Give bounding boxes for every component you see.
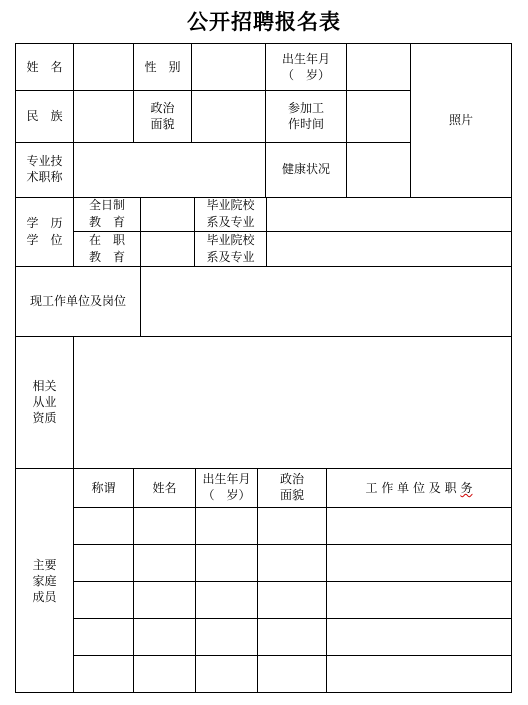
label-family-3: 成员 xyxy=(32,590,57,604)
family-header-work-last: 务 xyxy=(460,481,473,495)
label-school-1a: 毕业院校 xyxy=(206,198,255,212)
work-start-field[interactable] xyxy=(347,91,410,142)
label-age: （ 岁） xyxy=(281,68,330,82)
name-field[interactable] xyxy=(74,44,133,90)
label-pro-title-2: 术职称 xyxy=(26,170,63,184)
photo-box[interactable] xyxy=(411,44,511,197)
family-header-political-2: 面貌 xyxy=(279,488,304,502)
family-row[interactable] xyxy=(74,619,511,655)
family-header-relation: 称谓 xyxy=(91,481,116,495)
label-gender: 性 别 xyxy=(144,60,181,74)
family-row[interactable] xyxy=(74,656,511,692)
label-current-job: 现工作单位及岗位 xyxy=(29,294,126,308)
label-qual-3: 资质 xyxy=(32,411,57,425)
label-school-2b: 系及专业 xyxy=(206,250,255,264)
current-job-field[interactable] xyxy=(141,267,511,336)
label-fulltime-1: 全日制 xyxy=(88,198,125,212)
fulltime-school-field[interactable] xyxy=(267,198,511,231)
label-inservice-2: 教 育 xyxy=(88,250,125,264)
family-header-political-1: 政治 xyxy=(279,472,304,486)
label-political-2: 面貌 xyxy=(150,117,175,131)
birth-field[interactable] xyxy=(347,44,410,90)
pro-title-field[interactable] xyxy=(74,143,265,197)
label-edu-2: 学 位 xyxy=(26,233,63,247)
family-header-work xyxy=(327,480,511,496)
label-ethnicity: 民 族 xyxy=(26,109,63,123)
qualifications-field[interactable] xyxy=(74,337,511,468)
family-header-name: 姓名 xyxy=(152,481,177,495)
label-name: 姓 名 xyxy=(26,60,63,74)
label-qual-2: 从业 xyxy=(32,395,57,409)
family-row[interactable] xyxy=(74,508,511,544)
label-school-1b: 毕业院校 xyxy=(206,233,255,247)
label-fulltime-2: 教 育 xyxy=(88,215,125,229)
photo-label: 照片 xyxy=(448,113,473,127)
label-inservice-1: 在 职 xyxy=(88,233,125,247)
gender-field[interactable] xyxy=(192,44,265,90)
family-row[interactable] xyxy=(74,582,511,618)
political-field[interactable] xyxy=(192,91,265,142)
form-title: 公开招聘报名表 xyxy=(187,9,341,34)
ethnicity-field[interactable] xyxy=(74,91,133,142)
fulltime-degree-field[interactable] xyxy=(141,198,194,231)
label-pro-title-1: 专业技 xyxy=(26,154,63,168)
label-political-1: 政治 xyxy=(150,101,175,115)
family-header-work-main: 工 作 单 位 及 职 xyxy=(365,481,461,495)
inservice-school-field[interactable] xyxy=(267,232,511,266)
label-health: 健康状况 xyxy=(281,162,330,176)
family-header-birth: 出生年月 xyxy=(202,472,251,486)
label-birth: 出生年月 xyxy=(281,52,330,66)
inservice-degree-field[interactable] xyxy=(141,232,194,266)
label-school-2a: 系及专业 xyxy=(206,215,255,229)
label-family-2: 家庭 xyxy=(32,574,57,588)
label-family-1: 主要 xyxy=(32,558,57,572)
health-field[interactable] xyxy=(347,143,410,197)
label-edu-1: 学 历 xyxy=(26,216,63,230)
label-work-start-1: 参加工 xyxy=(287,101,324,115)
label-work-start-2: 作时间 xyxy=(287,117,324,131)
family-row[interactable] xyxy=(74,545,511,581)
family-header-age: （ 岁） xyxy=(202,488,251,502)
label-qual-1: 相关 xyxy=(32,379,57,393)
